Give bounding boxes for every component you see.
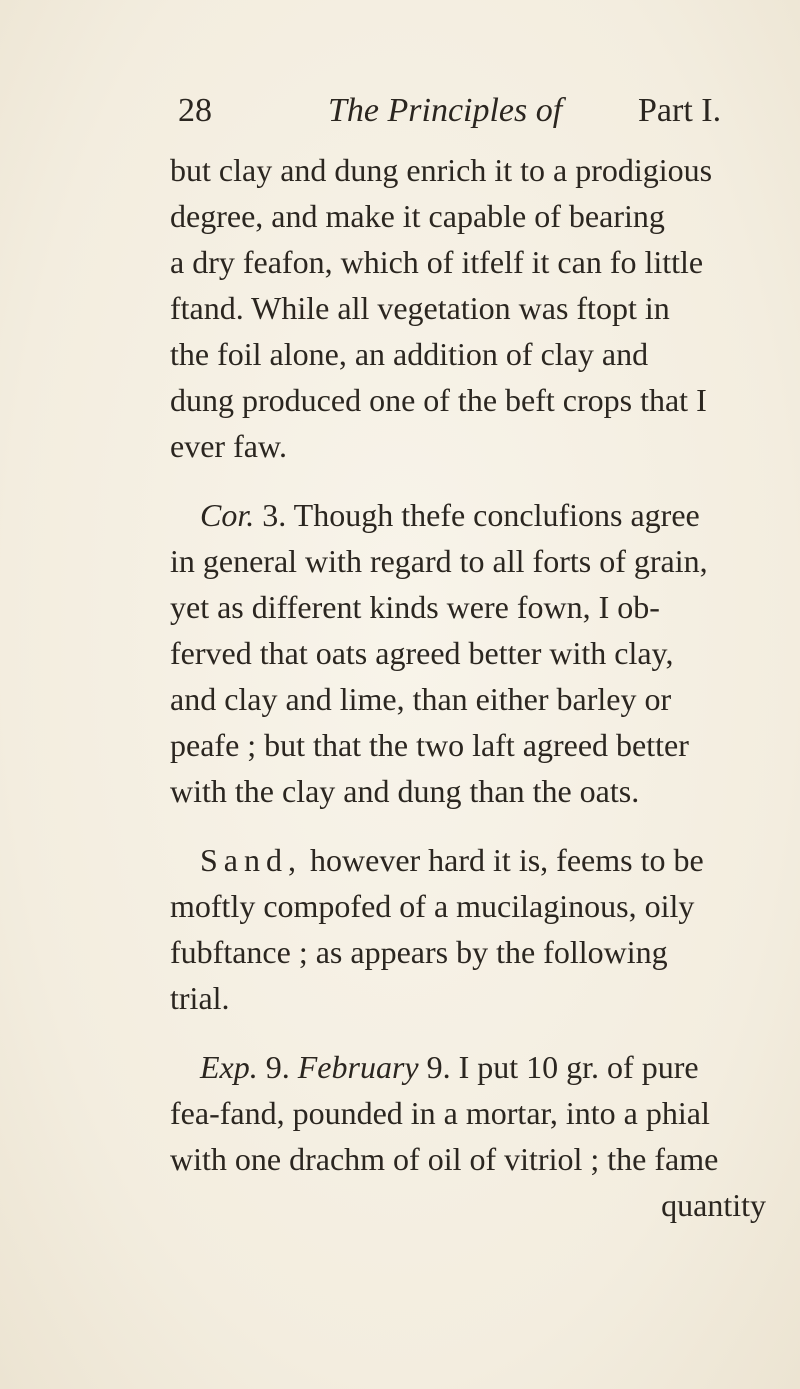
running-header bbox=[178, 92, 778, 136]
text-line: with one drachm of oil of vitriol ; the fame bbox=[170, 1141, 719, 1177]
running-title: The Principles of bbox=[328, 92, 563, 129]
text-line: degree, and make it capable of bearing bbox=[170, 198, 665, 234]
small-caps-heading: Sand, bbox=[200, 842, 302, 878]
text-line: dung produced one of the beft crops that I bbox=[170, 382, 707, 418]
text-line: trial. bbox=[170, 980, 230, 1016]
text-line: and clay and lime, than either barley or bbox=[170, 681, 672, 717]
month-label: February bbox=[297, 1049, 419, 1085]
text-line: with the clay and dung than the oats. bbox=[170, 773, 640, 809]
text-span: however hard it is, feems to be bbox=[302, 842, 704, 878]
page-number: 28 bbox=[178, 92, 212, 129]
text-line: ftand. While all vegetation was ftopt in bbox=[170, 290, 670, 326]
text-line: moftly compofed of a mucilaginous, oily bbox=[170, 888, 695, 924]
experiment-first-line: Exp. 9. February 9. I put 10 gr. of pure bbox=[200, 1049, 699, 1085]
text-line: a dry feafon, which of itfelf it can fo little bbox=[170, 244, 704, 280]
text-line: fea-fand, pounded in a mortar, into a phial bbox=[170, 1095, 710, 1131]
text-line: yet as different kinds were fown, I ob- bbox=[170, 589, 660, 625]
corollary-label: Cor. bbox=[200, 497, 255, 533]
text-line: ferved that oats agreed better with clay, bbox=[170, 635, 674, 671]
catchword: quantity bbox=[661, 1187, 766, 1223]
text-line: in general with regard to all forts of grain, bbox=[170, 543, 708, 579]
experiment-label: Exp. bbox=[200, 1049, 258, 1085]
text-span: 3. Though thefe conclufions agree bbox=[254, 497, 700, 533]
text-line: the foil alone, an addition of clay and bbox=[170, 336, 649, 372]
corollary-first-line bbox=[200, 495, 770, 535]
text-line: ever faw. bbox=[170, 428, 287, 464]
text-line: fubftance ; as appears by the following bbox=[170, 934, 668, 970]
part-label: Part I. bbox=[638, 92, 722, 129]
sand-first-line bbox=[200, 840, 770, 880]
text-line: but clay and dung enrich it to a prodigious bbox=[170, 152, 713, 188]
text-line: peafe ; but that the two laft agreed better bbox=[170, 727, 689, 763]
text-span: 9. I put 10 gr. of pure bbox=[426, 1049, 699, 1085]
